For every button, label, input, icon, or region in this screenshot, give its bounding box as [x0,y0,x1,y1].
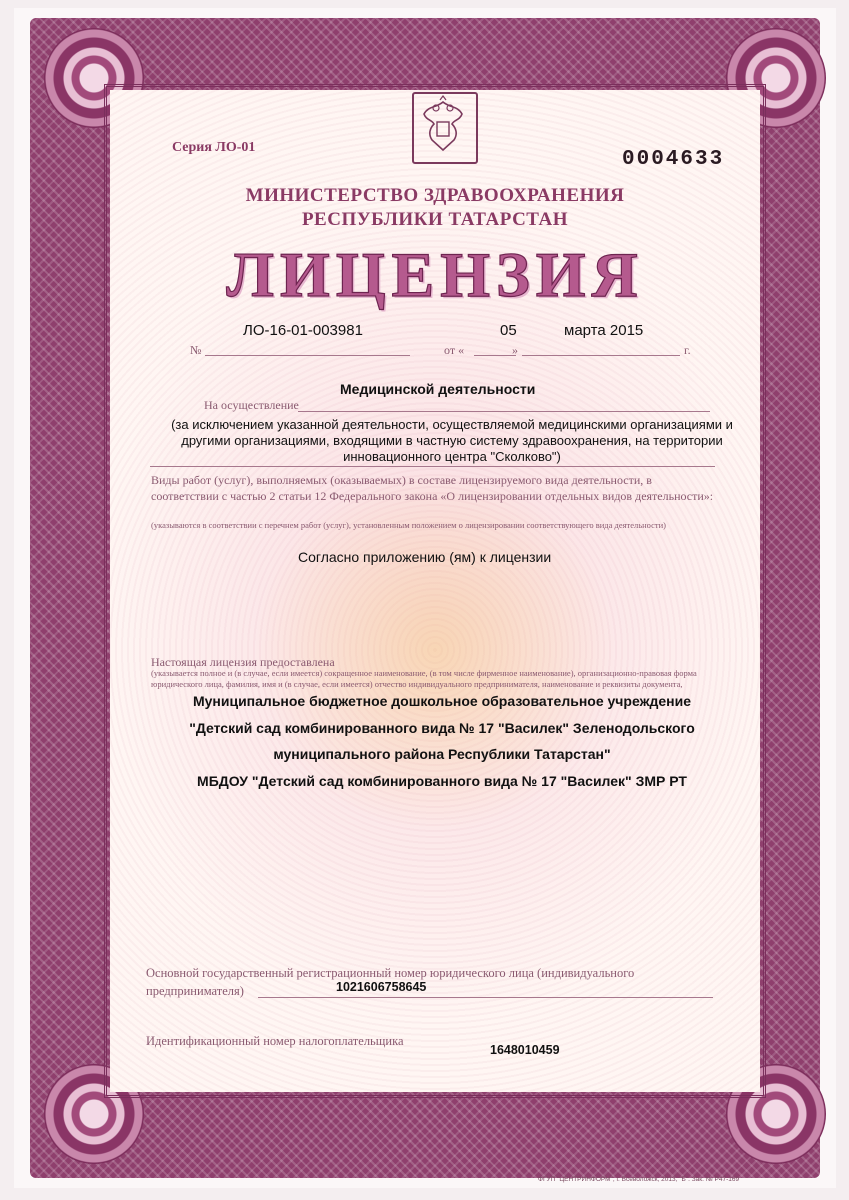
series-label: Серия ЛО-01 [172,140,256,155]
month-underline [522,355,680,356]
inn-value: 1648010459 [490,1043,560,1057]
ogrn-label-line-1: Основной государственный регистрационный номер юридического лица (индивидуального [146,966,635,980]
licensee-name-line-3: муниципального района Республики Татарстан" [273,746,611,762]
day-underline [474,355,516,356]
date-quote-close: » [512,343,518,357]
ogrn-label-line-2: предпринимателя) [146,984,244,998]
license-month-year: марта 2015 [564,322,644,339]
licensee-short-name: МБДОУ "Детский сад комбинированного вида № 17 "Василек" ЗМР РТ [197,773,687,789]
serial-number: 0004633 [622,148,725,171]
russian-coat-of-arms-icon [412,92,478,164]
number-underline [205,355,410,356]
licensee-note: (указывается полное и (в случае, если имеется) сокращенное наименование, (в том числе фирменное наименование), организационно-правовая форма юридического лица, фамилия, имя и (в случае, если имеется) отчество индивидуального предпринимателя, наименование и реквизиты документа, [151,668,697,689]
date-label: от « [444,343,465,357]
inn-label: Идентификационный номер налогоплательщика [146,1034,404,1048]
number-label: № [190,343,202,357]
licensee-name-line-2: "Детский сад комбинированного вида № 17 "Василек" Зеленодольского [189,720,695,736]
document-title: ЛИЦЕНЗИЯ [226,239,644,310]
works-note: (указываются в соответствии с перечнем работ (услуг), установленным положением о лицензировании соответствующего вида деятельности) [151,520,667,530]
ministry-line-2: РЕСПУБЛИКИ ТАТАРСТАН [301,209,569,230]
printer-note: ФГУП "ЦЕНТРИНФОРМ", г. Всеволожск, 2013, "Б". Зак. № Р47-169 [538,1176,740,1183]
activity-name: Медицинской деятельности [340,381,536,397]
licensee-name-line-1: Муниципальное бюджетное дошкольное образовательное учреждение [192,693,692,709]
activity-separator [150,466,715,467]
license-number: ЛО-16-01-003981 [243,322,363,339]
activity-underline [298,411,710,412]
licensee-label: Настоящая лицензия предоставлена [151,655,335,669]
ogrn-underline [258,997,713,998]
license-day: 05 [500,322,517,339]
ministry-line-1: МИНИСТЕРСТВО ЗДРАВООХРАНЕНИЯ [245,185,625,206]
works-value: Согласно приложению (ям) к лицензии [298,549,552,565]
ogrn-value: 1021606758645 [336,980,427,994]
activity-exclusion: (за исключением указанной деятельности, осуществляемой медицинскими организациями и другими организациями, входящими в частную систему здравоохранения, на территории инновационного центра "Сколково") [171,417,733,464]
inner-border [104,84,766,1098]
year-suffix: г. [684,343,691,357]
activity-label: На осуществление [204,398,299,412]
works-label: Виды работ (услуг), выполняемых (оказываемых) в составе лицензируемого вида деятельности, в соответствии с частью 2 статьи 12 Федерального закона «О лицензировании отдельных видов деятельности»: [151,473,714,503]
